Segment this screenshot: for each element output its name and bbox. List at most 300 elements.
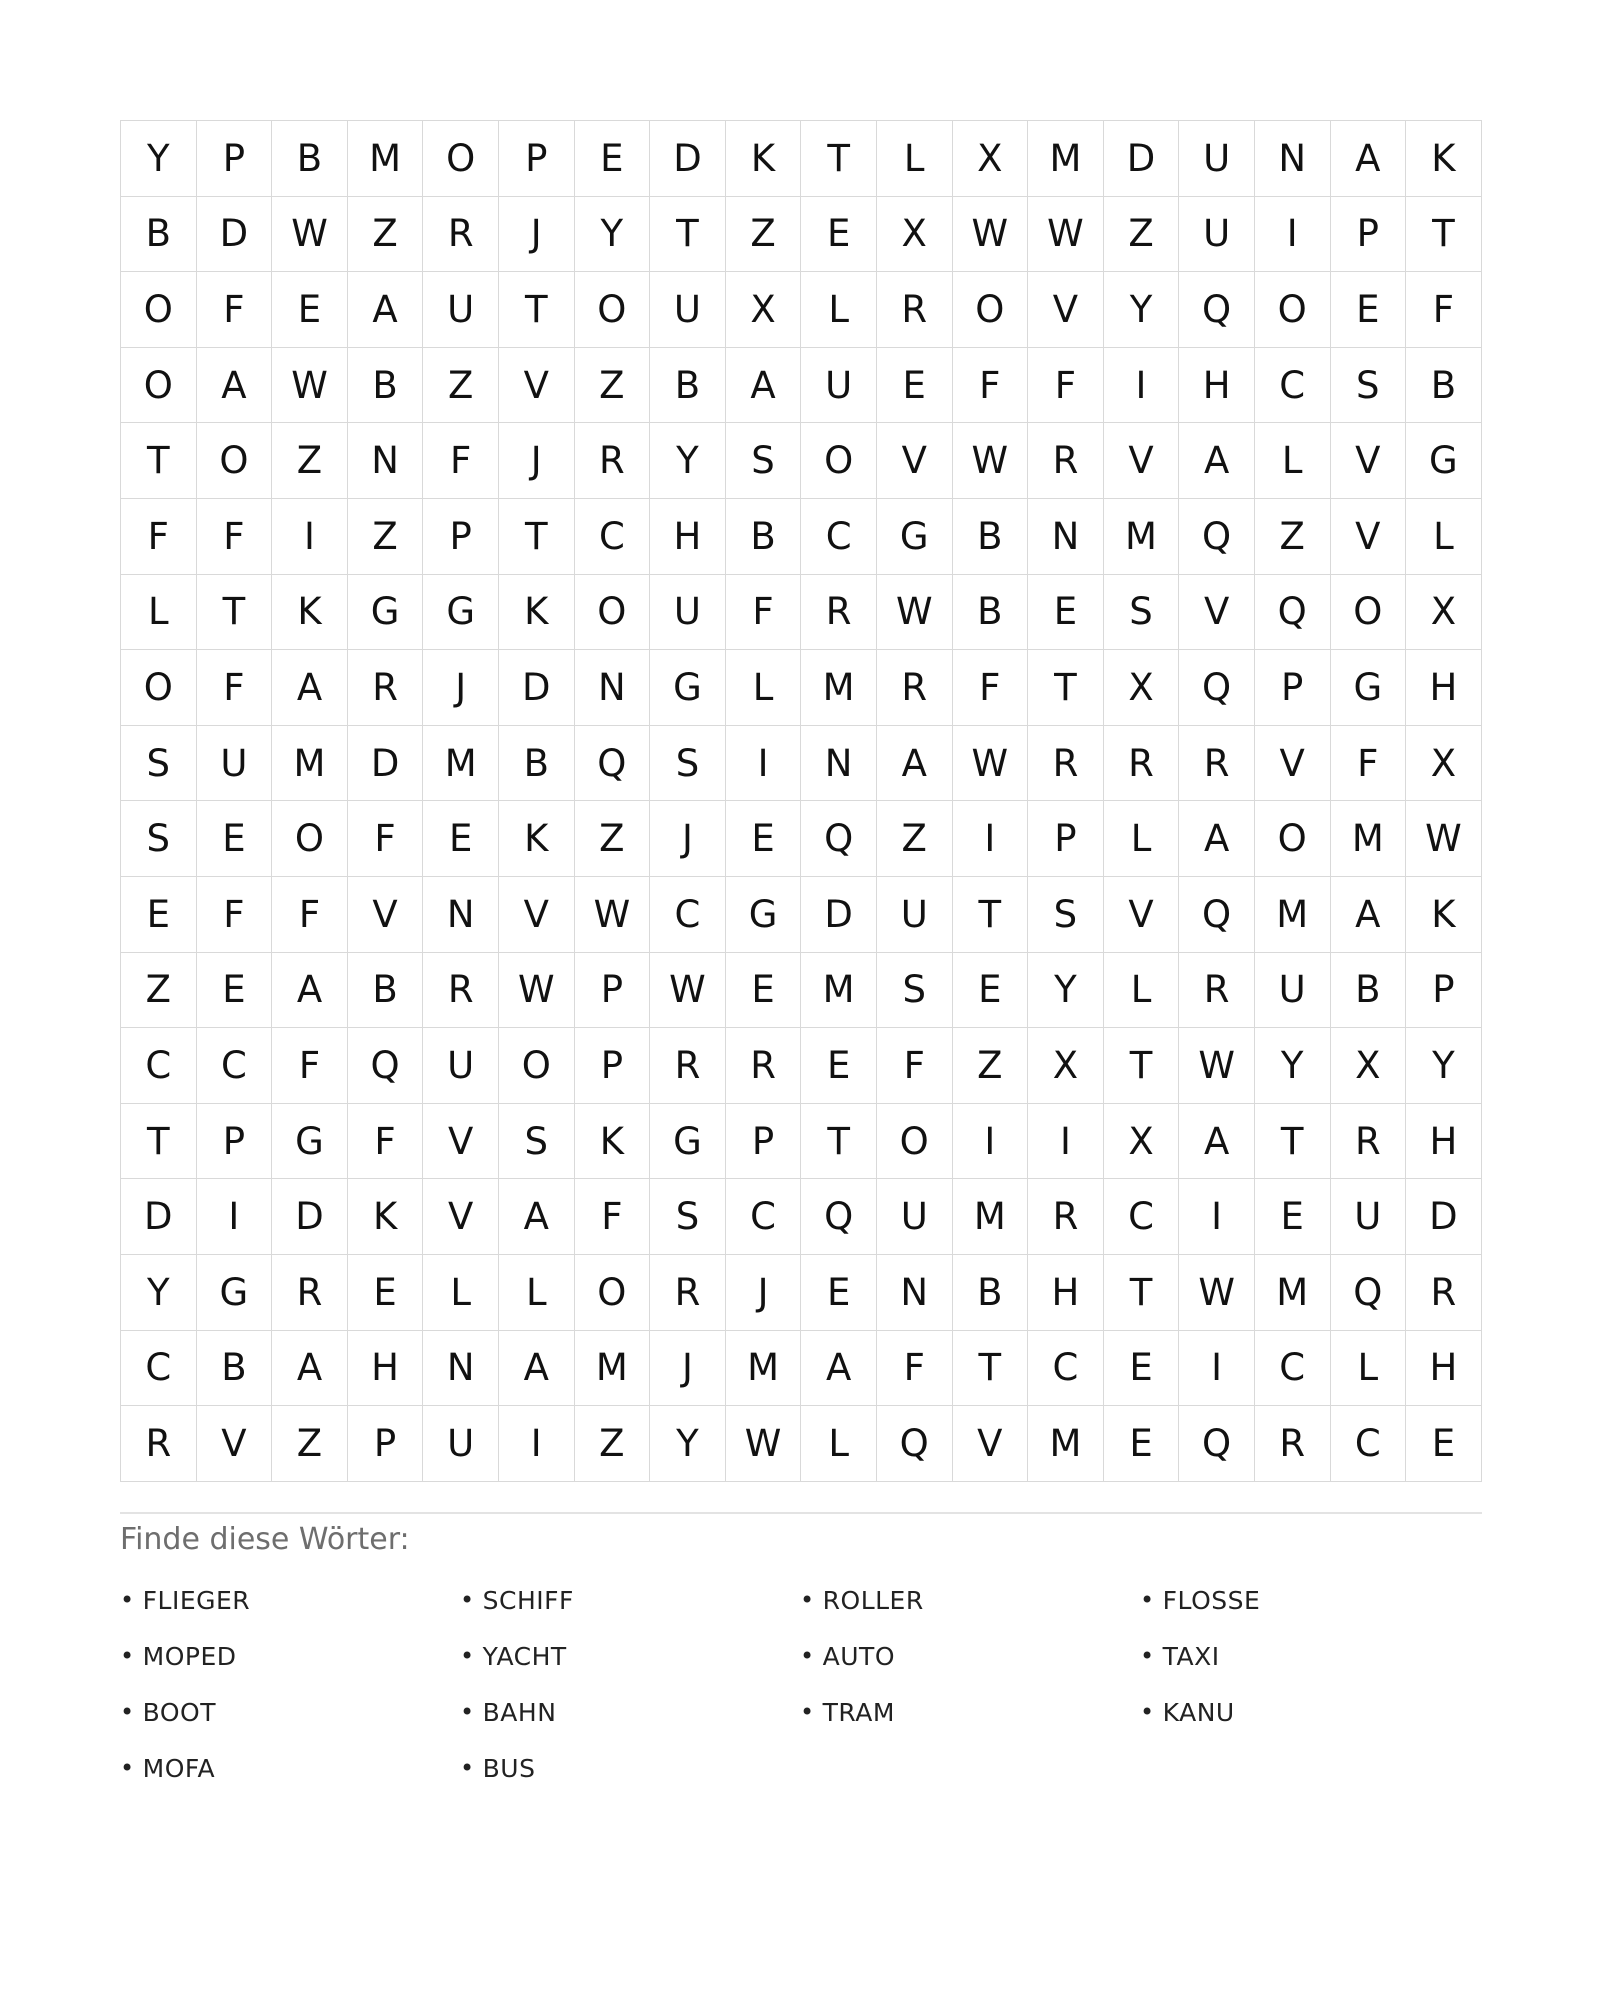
grid-cell[interactable]: T: [1104, 1028, 1180, 1104]
grid-cell[interactable]: B: [953, 575, 1029, 651]
grid-cell[interactable]: E: [197, 953, 273, 1029]
grid-cell[interactable]: W: [575, 877, 651, 953]
grid-cell[interactable]: V: [499, 348, 575, 424]
grid-cell[interactable]: C: [650, 877, 726, 953]
grid-cell[interactable]: W: [272, 348, 348, 424]
grid-cell[interactable]: Y: [121, 1255, 197, 1331]
grid-cell[interactable]: O: [575, 1255, 651, 1331]
grid-cell[interactable]: O: [121, 650, 197, 726]
grid-cell[interactable]: L: [423, 1255, 499, 1331]
grid-cell[interactable]: S: [1028, 877, 1104, 953]
grid-cell[interactable]: T: [1255, 1104, 1331, 1180]
grid-cell[interactable]: R: [1104, 726, 1180, 802]
grid-cell[interactable]: E: [272, 272, 348, 348]
grid-cell[interactable]: S: [1331, 348, 1407, 424]
grid-cell[interactable]: F: [1331, 726, 1407, 802]
grid-cell[interactable]: L: [121, 575, 197, 651]
grid-cell[interactable]: M: [726, 1331, 802, 1407]
grid-cell[interactable]: A: [1331, 121, 1407, 197]
grid-cell[interactable]: Z: [1104, 197, 1180, 273]
grid-cell[interactable]: B: [197, 1331, 273, 1407]
grid-cell[interactable]: W: [650, 953, 726, 1029]
grid-cell[interactable]: Q: [1179, 650, 1255, 726]
grid-cell[interactable]: O: [575, 575, 651, 651]
grid-cell[interactable]: A: [499, 1179, 575, 1255]
grid-cell[interactable]: W: [1406, 801, 1482, 877]
grid-cell[interactable]: P: [423, 499, 499, 575]
grid-cell[interactable]: T: [121, 1104, 197, 1180]
grid-cell[interactable]: U: [877, 877, 953, 953]
grid-cell[interactable]: O: [272, 801, 348, 877]
grid-cell[interactable]: O: [1255, 272, 1331, 348]
grid-cell[interactable]: P: [197, 121, 273, 197]
grid-cell[interactable]: L: [801, 1406, 877, 1482]
grid-cell[interactable]: O: [121, 348, 197, 424]
grid-cell[interactable]: M: [1028, 1406, 1104, 1482]
grid-cell[interactable]: E: [726, 801, 802, 877]
grid-cell[interactable]: B: [726, 499, 802, 575]
grid-cell[interactable]: P: [575, 1028, 651, 1104]
grid-cell[interactable]: E: [1028, 575, 1104, 651]
grid-cell[interactable]: D: [801, 877, 877, 953]
grid-cell[interactable]: N: [423, 877, 499, 953]
grid-cell[interactable]: R: [650, 1028, 726, 1104]
grid-cell[interactable]: Z: [877, 801, 953, 877]
grid-cell[interactable]: Q: [348, 1028, 424, 1104]
grid-cell[interactable]: P: [1255, 650, 1331, 726]
grid-cell[interactable]: D: [348, 726, 424, 802]
grid-cell[interactable]: J: [423, 650, 499, 726]
grid-cell[interactable]: L: [1331, 1331, 1407, 1407]
grid-cell[interactable]: T: [650, 197, 726, 273]
grid-cell[interactable]: D: [1104, 121, 1180, 197]
grid-cell[interactable]: I: [197, 1179, 273, 1255]
grid-cell[interactable]: W: [877, 575, 953, 651]
grid-cell[interactable]: E: [1406, 1406, 1482, 1482]
grid-cell[interactable]: Z: [1255, 499, 1331, 575]
grid-cell[interactable]: B: [953, 499, 1029, 575]
grid-cell[interactable]: P: [575, 953, 651, 1029]
grid-cell[interactable]: C: [575, 499, 651, 575]
grid-cell[interactable]: M: [1255, 1255, 1331, 1331]
grid-cell[interactable]: Q: [1179, 499, 1255, 575]
grid-cell[interactable]: E: [801, 1028, 877, 1104]
grid-cell[interactable]: G: [650, 650, 726, 726]
grid-cell[interactable]: E: [1255, 1179, 1331, 1255]
grid-cell[interactable]: A: [1331, 877, 1407, 953]
grid-cell[interactable]: L: [877, 121, 953, 197]
grid-cell[interactable]: H: [1406, 1331, 1482, 1407]
grid-cell[interactable]: E: [575, 121, 651, 197]
grid-cell[interactable]: M: [1331, 801, 1407, 877]
grid-cell[interactable]: T: [499, 272, 575, 348]
grid-cell[interactable]: H: [1028, 1255, 1104, 1331]
grid-cell[interactable]: Y: [1104, 272, 1180, 348]
grid-cell[interactable]: Q: [1331, 1255, 1407, 1331]
grid-cell[interactable]: S: [726, 423, 802, 499]
grid-cell[interactable]: F: [197, 499, 273, 575]
grid-cell[interactable]: K: [1406, 877, 1482, 953]
grid-cell[interactable]: C: [801, 499, 877, 575]
grid-cell[interactable]: X: [1104, 650, 1180, 726]
grid-cell[interactable]: P: [348, 1406, 424, 1482]
grid-cell[interactable]: F: [348, 1104, 424, 1180]
grid-cell[interactable]: S: [650, 726, 726, 802]
grid-cell[interactable]: V: [197, 1406, 273, 1482]
grid-cell[interactable]: D: [1406, 1179, 1482, 1255]
grid-cell[interactable]: N: [877, 1255, 953, 1331]
grid-cell[interactable]: W: [953, 726, 1029, 802]
grid-cell[interactable]: Z: [575, 801, 651, 877]
grid-cell[interactable]: W: [499, 953, 575, 1029]
grid-cell[interactable]: U: [423, 1406, 499, 1482]
grid-cell[interactable]: F: [953, 348, 1029, 424]
grid-cell[interactable]: C: [1104, 1179, 1180, 1255]
grid-cell[interactable]: D: [499, 650, 575, 726]
grid-cell[interactable]: N: [348, 423, 424, 499]
grid-cell[interactable]: B: [953, 1255, 1029, 1331]
grid-cell[interactable]: E: [953, 953, 1029, 1029]
grid-cell[interactable]: F: [575, 1179, 651, 1255]
grid-cell[interactable]: C: [1255, 348, 1331, 424]
grid-cell[interactable]: M: [348, 121, 424, 197]
grid-cell[interactable]: V: [1331, 423, 1407, 499]
grid-cell[interactable]: R: [423, 953, 499, 1029]
grid-cell[interactable]: W: [272, 197, 348, 273]
grid-cell[interactable]: A: [272, 650, 348, 726]
grid-cell[interactable]: G: [650, 1104, 726, 1180]
grid-cell[interactable]: L: [1255, 423, 1331, 499]
grid-cell[interactable]: L: [1406, 499, 1482, 575]
grid-cell[interactable]: M: [272, 726, 348, 802]
grid-cell[interactable]: I: [953, 1104, 1029, 1180]
grid-cell[interactable]: X: [726, 272, 802, 348]
grid-cell[interactable]: O: [575, 272, 651, 348]
grid-cell[interactable]: C: [1331, 1406, 1407, 1482]
grid-cell[interactable]: E: [801, 1255, 877, 1331]
grid-cell[interactable]: U: [1179, 197, 1255, 273]
grid-cell[interactable]: P: [1406, 953, 1482, 1029]
grid-cell[interactable]: Z: [121, 953, 197, 1029]
grid-cell[interactable]: M: [1255, 877, 1331, 953]
grid-cell[interactable]: F: [348, 801, 424, 877]
grid-cell[interactable]: R: [726, 1028, 802, 1104]
grid-cell[interactable]: A: [272, 1331, 348, 1407]
grid-cell[interactable]: F: [197, 272, 273, 348]
grid-cell[interactable]: R: [1179, 726, 1255, 802]
grid-cell[interactable]: G: [423, 575, 499, 651]
grid-cell[interactable]: M: [801, 953, 877, 1029]
grid-cell[interactable]: W: [953, 423, 1029, 499]
grid-cell[interactable]: P: [1028, 801, 1104, 877]
grid-cell[interactable]: E: [801, 197, 877, 273]
grid-cell[interactable]: Q: [801, 801, 877, 877]
grid-cell[interactable]: S: [121, 726, 197, 802]
grid-cell[interactable]: R: [801, 575, 877, 651]
grid-cell[interactable]: R: [1179, 953, 1255, 1029]
grid-cell[interactable]: H: [348, 1331, 424, 1407]
grid-cell[interactable]: X: [953, 121, 1029, 197]
grid-cell[interactable]: T: [1406, 197, 1482, 273]
grid-cell[interactable]: B: [1406, 348, 1482, 424]
grid-cell[interactable]: U: [1179, 121, 1255, 197]
grid-cell[interactable]: I: [499, 1406, 575, 1482]
grid-cell[interactable]: K: [272, 575, 348, 651]
grid-cell[interactable]: B: [650, 348, 726, 424]
grid-cell[interactable]: T: [1028, 650, 1104, 726]
grid-cell[interactable]: Z: [423, 348, 499, 424]
grid-cell[interactable]: Q: [1179, 877, 1255, 953]
grid-cell[interactable]: D: [121, 1179, 197, 1255]
grid-cell[interactable]: A: [726, 348, 802, 424]
grid-cell[interactable]: G: [726, 877, 802, 953]
grid-cell[interactable]: Y: [650, 1406, 726, 1482]
grid-cell[interactable]: R: [877, 650, 953, 726]
grid-cell[interactable]: I: [1255, 197, 1331, 273]
grid-cell[interactable]: U: [877, 1179, 953, 1255]
grid-cell[interactable]: T: [121, 423, 197, 499]
grid-cell[interactable]: Y: [1255, 1028, 1331, 1104]
grid-cell[interactable]: E: [348, 1255, 424, 1331]
grid-cell[interactable]: C: [121, 1028, 197, 1104]
grid-cell[interactable]: L: [726, 650, 802, 726]
grid-cell[interactable]: R: [1028, 726, 1104, 802]
grid-cell[interactable]: F: [272, 1028, 348, 1104]
grid-cell[interactable]: X: [877, 197, 953, 273]
grid-cell[interactable]: E: [726, 953, 802, 1029]
grid-cell[interactable]: Z: [953, 1028, 1029, 1104]
grid-cell[interactable]: X: [1104, 1104, 1180, 1180]
grid-cell[interactable]: R: [348, 650, 424, 726]
grid-cell[interactable]: F: [1028, 348, 1104, 424]
grid-cell[interactable]: M: [1104, 499, 1180, 575]
grid-cell[interactable]: A: [197, 348, 273, 424]
grid-cell[interactable]: V: [1331, 499, 1407, 575]
grid-cell[interactable]: C: [121, 1331, 197, 1407]
grid-cell[interactable]: A: [877, 726, 953, 802]
grid-cell[interactable]: T: [1104, 1255, 1180, 1331]
grid-cell[interactable]: B: [499, 726, 575, 802]
grid-cell[interactable]: B: [1331, 953, 1407, 1029]
grid-cell[interactable]: U: [650, 272, 726, 348]
grid-cell[interactable]: V: [499, 877, 575, 953]
grid-cell[interactable]: O: [197, 423, 273, 499]
grid-cell[interactable]: Z: [575, 1406, 651, 1482]
grid-cell[interactable]: R: [1331, 1104, 1407, 1180]
grid-cell[interactable]: X: [1406, 575, 1482, 651]
grid-cell[interactable]: K: [499, 575, 575, 651]
grid-cell[interactable]: G: [348, 575, 424, 651]
grid-cell[interactable]: H: [650, 499, 726, 575]
grid-cell[interactable]: F: [877, 1028, 953, 1104]
grid-cell[interactable]: T: [953, 877, 1029, 953]
grid-cell[interactable]: U: [650, 575, 726, 651]
grid-cell[interactable]: E: [1104, 1406, 1180, 1482]
grid-cell[interactable]: O: [499, 1028, 575, 1104]
grid-cell[interactable]: Q: [1179, 272, 1255, 348]
grid-cell[interactable]: R: [877, 272, 953, 348]
grid-cell[interactable]: Y: [1406, 1028, 1482, 1104]
grid-cell[interactable]: O: [1255, 801, 1331, 877]
grid-cell[interactable]: R: [272, 1255, 348, 1331]
grid-cell[interactable]: Q: [1255, 575, 1331, 651]
grid-cell[interactable]: P: [1331, 197, 1407, 273]
grid-cell[interactable]: C: [1255, 1331, 1331, 1407]
grid-cell[interactable]: F: [726, 575, 802, 651]
grid-cell[interactable]: A: [499, 1331, 575, 1407]
grid-cell[interactable]: V: [423, 1179, 499, 1255]
grid-cell[interactable]: C: [1028, 1331, 1104, 1407]
grid-cell[interactable]: S: [1104, 575, 1180, 651]
grid-cell[interactable]: Z: [575, 348, 651, 424]
grid-cell[interactable]: A: [348, 272, 424, 348]
grid-cell[interactable]: R: [423, 197, 499, 273]
grid-cell[interactable]: Y: [650, 423, 726, 499]
grid-cell[interactable]: Z: [272, 423, 348, 499]
grid-cell[interactable]: F: [1406, 272, 1482, 348]
grid-cell[interactable]: R: [1255, 1406, 1331, 1482]
grid-cell[interactable]: J: [499, 423, 575, 499]
grid-cell[interactable]: O: [1331, 575, 1407, 651]
grid-cell[interactable]: G: [272, 1104, 348, 1180]
grid-cell[interactable]: W: [953, 197, 1029, 273]
grid-cell[interactable]: Y: [1028, 953, 1104, 1029]
grid-cell[interactable]: M: [423, 726, 499, 802]
grid-cell[interactable]: O: [953, 272, 1029, 348]
grid-cell[interactable]: Q: [1179, 1406, 1255, 1482]
grid-cell[interactable]: L: [1104, 801, 1180, 877]
grid-cell[interactable]: S: [877, 953, 953, 1029]
grid-cell[interactable]: Z: [272, 1406, 348, 1482]
grid-cell[interactable]: Y: [575, 197, 651, 273]
grid-cell[interactable]: X: [1406, 726, 1482, 802]
grid-cell[interactable]: E: [877, 348, 953, 424]
grid-cell[interactable]: I: [953, 801, 1029, 877]
grid-cell[interactable]: L: [801, 272, 877, 348]
grid-cell[interactable]: H: [1406, 1104, 1482, 1180]
grid-cell[interactable]: J: [650, 801, 726, 877]
grid-cell[interactable]: I: [726, 726, 802, 802]
grid-cell[interactable]: F: [877, 1331, 953, 1407]
grid-cell[interactable]: R: [1028, 1179, 1104, 1255]
grid-cell[interactable]: V: [348, 877, 424, 953]
grid-cell[interactable]: I: [1028, 1104, 1104, 1180]
grid-cell[interactable]: T: [499, 499, 575, 575]
grid-cell[interactable]: F: [953, 650, 1029, 726]
grid-cell[interactable]: Q: [575, 726, 651, 802]
grid-cell[interactable]: F: [197, 650, 273, 726]
grid-cell[interactable]: L: [499, 1255, 575, 1331]
grid-cell[interactable]: S: [121, 801, 197, 877]
grid-cell[interactable]: O: [801, 423, 877, 499]
grid-cell[interactable]: M: [801, 650, 877, 726]
grid-cell[interactable]: U: [801, 348, 877, 424]
grid-cell[interactable]: R: [1406, 1255, 1482, 1331]
grid-cell[interactable]: K: [726, 121, 802, 197]
grid-cell[interactable]: K: [1406, 121, 1482, 197]
grid-cell[interactable]: E: [1104, 1331, 1180, 1407]
grid-cell[interactable]: B: [272, 121, 348, 197]
grid-cell[interactable]: U: [1255, 953, 1331, 1029]
grid-cell[interactable]: M: [953, 1179, 1029, 1255]
grid-cell[interactable]: B: [348, 953, 424, 1029]
grid-cell[interactable]: L: [1104, 953, 1180, 1029]
grid-cell[interactable]: V: [1104, 877, 1180, 953]
grid-cell[interactable]: K: [575, 1104, 651, 1180]
grid-cell[interactable]: F: [423, 423, 499, 499]
grid-cell[interactable]: H: [1179, 348, 1255, 424]
grid-cell[interactable]: S: [499, 1104, 575, 1180]
grid-cell[interactable]: U: [1331, 1179, 1407, 1255]
grid-cell[interactable]: V: [953, 1406, 1029, 1482]
grid-cell[interactable]: N: [1028, 499, 1104, 575]
grid-cell[interactable]: V: [423, 1104, 499, 1180]
grid-cell[interactable]: J: [499, 197, 575, 273]
grid-cell[interactable]: G: [1331, 650, 1407, 726]
grid-cell[interactable]: Q: [801, 1179, 877, 1255]
grid-cell[interactable]: T: [801, 1104, 877, 1180]
grid-cell[interactable]: Q: [877, 1406, 953, 1482]
grid-cell[interactable]: E: [121, 877, 197, 953]
grid-cell[interactable]: K: [348, 1179, 424, 1255]
grid-cell[interactable]: U: [423, 272, 499, 348]
grid-cell[interactable]: I: [1179, 1179, 1255, 1255]
grid-cell[interactable]: I: [1179, 1331, 1255, 1407]
grid-cell[interactable]: A: [1179, 801, 1255, 877]
grid-cell[interactable]: G: [1406, 423, 1482, 499]
grid-cell[interactable]: W: [726, 1406, 802, 1482]
grid-cell[interactable]: B: [121, 197, 197, 273]
grid-cell[interactable]: X: [1028, 1028, 1104, 1104]
grid-cell[interactable]: R: [121, 1406, 197, 1482]
grid-cell[interactable]: Z: [348, 499, 424, 575]
grid-cell[interactable]: R: [575, 423, 651, 499]
grid-cell[interactable]: F: [272, 877, 348, 953]
grid-cell[interactable]: P: [499, 121, 575, 197]
grid-cell[interactable]: H: [1406, 650, 1482, 726]
grid-cell[interactable]: V: [1028, 272, 1104, 348]
grid-cell[interactable]: A: [1179, 1104, 1255, 1180]
grid-cell[interactable]: O: [877, 1104, 953, 1180]
grid-cell[interactable]: O: [423, 121, 499, 197]
grid-cell[interactable]: U: [197, 726, 273, 802]
grid-cell[interactable]: B: [348, 348, 424, 424]
grid-cell[interactable]: G: [877, 499, 953, 575]
grid-cell[interactable]: S: [650, 1179, 726, 1255]
grid-cell[interactable]: M: [575, 1331, 651, 1407]
grid-cell[interactable]: T: [953, 1331, 1029, 1407]
grid-cell[interactable]: Z: [348, 197, 424, 273]
grid-cell[interactable]: V: [877, 423, 953, 499]
grid-cell[interactable]: D: [272, 1179, 348, 1255]
grid-cell[interactable]: K: [499, 801, 575, 877]
grid-cell[interactable]: O: [121, 272, 197, 348]
grid-cell[interactable]: T: [801, 121, 877, 197]
grid-cell[interactable]: C: [197, 1028, 273, 1104]
grid-cell[interactable]: N: [575, 650, 651, 726]
grid-cell[interactable]: C: [726, 1179, 802, 1255]
grid-cell[interactable]: F: [197, 877, 273, 953]
grid-cell[interactable]: I: [1104, 348, 1180, 424]
grid-cell[interactable]: V: [1104, 423, 1180, 499]
grid-cell[interactable]: Y: [121, 121, 197, 197]
grid-cell[interactable]: V: [1179, 575, 1255, 651]
grid-cell[interactable]: N: [1255, 121, 1331, 197]
grid-cell[interactable]: A: [1179, 423, 1255, 499]
grid-cell[interactable]: P: [726, 1104, 802, 1180]
grid-cell[interactable]: J: [726, 1255, 802, 1331]
grid-cell[interactable]: R: [650, 1255, 726, 1331]
